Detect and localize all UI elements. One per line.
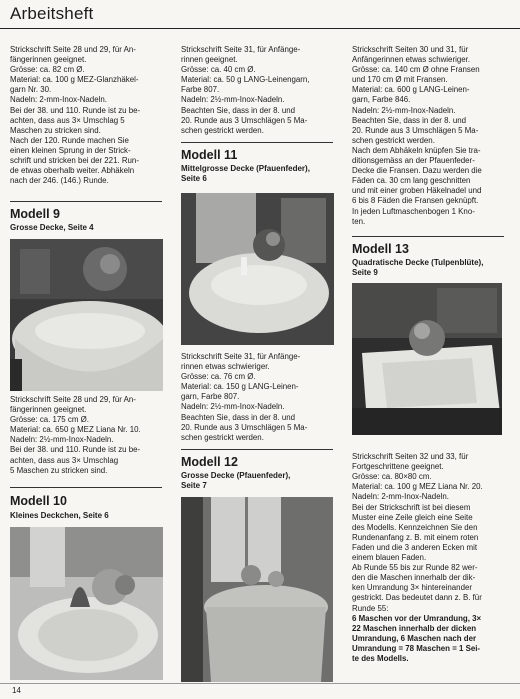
divider xyxy=(10,201,162,202)
modell-11-title: Modell 11 xyxy=(181,148,238,162)
modell-12-subtitle: Grosse Decke (Pfauenfeder), Seite 7 xyxy=(181,471,291,490)
modell-11-subtitle: Mittelgrosse Decke (Pfauenfeder), Seite 6 xyxy=(181,164,310,183)
modell-13-text-body: Strickschrift Seiten 32 und 33, für Fortgeschrittene geeignet. Grösse: ca. 80×80 cm. Material: ca. 100 g MEZ Liana Nr. 20. Nadeln: 2-mm-Inox-Nadeln. Bei der Strickschrift ist bei diesem Muster eine Zeile gleich eine Seite des Modells. Kennzeichnen Sie den Rundenanfang z. B. mit einem roten Faden und die 3 anderen Ecken mit einem blauen Faden. Ab Runde 55 bis zur Runde 82 wer- den die Maschen innerhalb der dik- ken Umrandung 3× hintereinander gestrickt. Das bedeutet dann z. B. für Runde 55: xyxy=(352,452,483,613)
modell-9-photo xyxy=(10,239,163,391)
footer-divider xyxy=(0,683,520,684)
divider xyxy=(181,449,333,450)
modell-13-text xyxy=(352,442,514,664)
modell-10-title: Modell 10 xyxy=(10,494,67,508)
modell-10-photo xyxy=(10,527,163,680)
modell-13-subtitle: Quadratische Decke (Tulpenblüte), Seite 9 xyxy=(352,258,484,277)
divider xyxy=(10,487,162,488)
modell-9-title: Modell 9 xyxy=(10,207,61,221)
modell-10-subtitle: Kleines Deckchen, Seite 6 xyxy=(10,511,109,520)
col3-intro-text: Strickschrift Seiten 30 und 31, für Anfängerinnen etwas schwieriger. Grösse: ca. 140 cm Ø ohne Fransen und 170 cm Ø mit Fransen. Material: ca. 600 g LANG-Leinen- garn, Farbe 846. Nadeln: 2½-mm-Inox-Nadeln. Beachten Sie, dass in der 8. und 20. Runde aus 3 Umschlägen 5 Ma- schen gestrickt werden. Nach dem Abhäkeln knüpfen Sie tra- ditionsgemäss an der Pfauenfeder- Decke die Fransen. Dazu werden die Fäden ca. 30 cm lang geschnitten und mit einer groben Häkelnadel und 6 bis 8 Fäden die Fransen geknüpft. In jeden Luftmaschenbogen 1 Kno- ten. xyxy=(352,45,482,226)
modell-13-photo xyxy=(352,283,502,435)
modell-12-title: Modell 12 xyxy=(181,455,238,469)
modell-9-text: Strickschrift Seite 28 und 29, für An- fängerinnen geeignet. Grösse: ca. 175 cm Ø. Material: ca. 650 g MEZ Liana Nr. 10. Nadeln: 2½-mm-Inox-Nadeln. Bei der 38. und 110. Runde ist zu be- achten, dass aus 3× Umschlag 5 Maschen zu stricken sind. xyxy=(10,395,141,475)
col1-intro-text: Strickschrift Seite 28 und 29, für An- fängerinnen geeignet. Grösse: ca. 82 cm Ø. Material: ca. 100 g MEZ-Glanzhäkel- garn Nr. 30. Nadeln: 2-mm-Inox-Nadeln. Bei der 38. und 110. Runde ist zu be- achten, dass aus 3× Umschlag 5 Maschen zu stricken sind. Nach der 120. Runde machen Sie einen kleinen Sprung in der Strick- schrift und stricken bei der 221. Run- de etwas oberhalb weiter. Abhäkeln nach der 246. (146.) Runde. xyxy=(10,45,141,186)
modell-12-photo xyxy=(181,497,333,682)
modell-9-subtitle: Grosse Decke, Seite 4 xyxy=(10,223,94,232)
modell-11-text: Strickschrift Seite 31, für Anfänge- rinnen etwas schwieriger. Grösse: ca. 76 cm Ø. Material: ca. 150 g LANG-Leinen- garn, Farbe 807. Nadeln: 2½-mm-Inox-Nadeln. Beachten Sie, dass in der 8. und 20. Runde aus 3 Umschlägen 5 Ma- schen gestrickt werden. xyxy=(181,352,308,442)
modell-13-text-bold: 6 Maschen vor der Umrandung, 3× 22 Maschen innerhalb der dicken Umrandung, 6 Maschen nach der Umrandung = 78 Maschen = 1 Sei- te des Modells. xyxy=(352,613,482,663)
modell-13-title: Modell 13 xyxy=(352,242,409,256)
page-number: 14 xyxy=(12,686,21,695)
modell-11-photo xyxy=(181,193,334,345)
divider xyxy=(181,142,333,143)
col2-intro-text: Strickschrift Seite 31, für Anfänge- rinnen geeignet. Grösse: ca. 40 cm Ø. Material: ca. 50 g LANG-Leinengarn, Farbe 807. Nadeln: 2½-mm-Inox-Nadeln. Beachten Sie, dass in der 8. und 20. Runde aus 3 Umschlägen 5 Ma- schen gestrickt werden. xyxy=(181,45,310,135)
header-divider xyxy=(0,28,520,29)
page-title: Arbeitsheft xyxy=(10,4,94,23)
divider xyxy=(352,236,504,237)
